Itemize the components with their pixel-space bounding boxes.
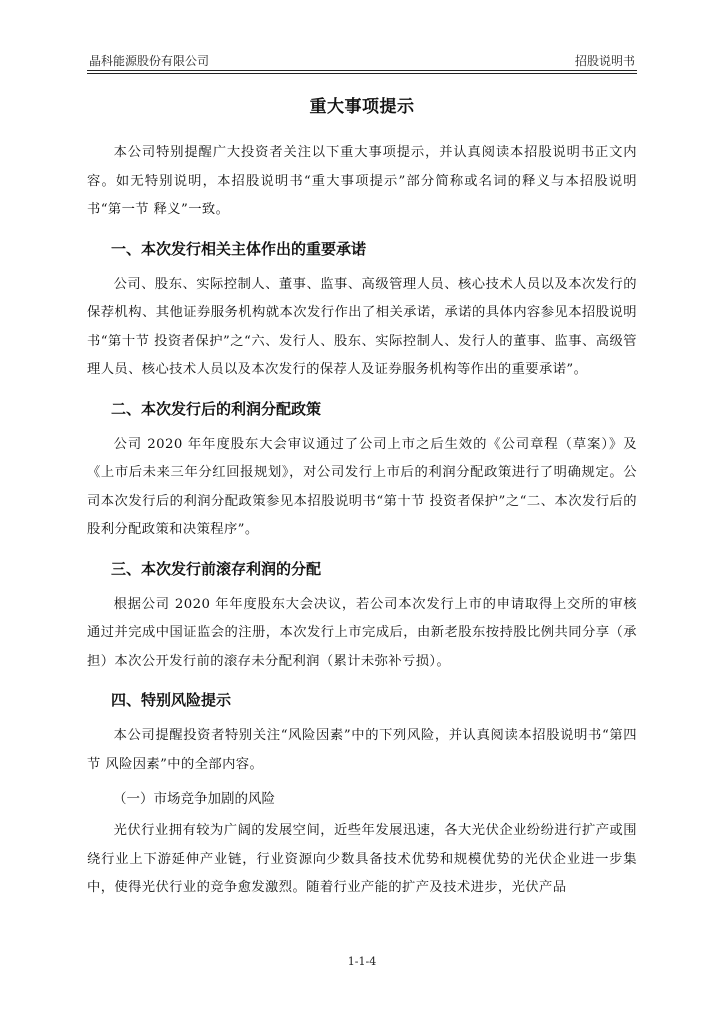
header-company-name: 晶科能源股份有限公司 <box>89 54 210 68</box>
page-header <box>87 50 637 70</box>
header-document-type: 招股说明书 <box>574 54 635 68</box>
section-paragraph-retained-profit: 根据公司 2020 年年度股东大会决议，若公司本次发行上市的申请取得上交所的审核通过并完成中国证监会的注册，本次发行上市完成后，由新老股东按持股比例共同分享（承担）本次公开发行前的滚存未分配利润（累计未弥补亏损）。 <box>87 596 637 669</box>
section-heading-profit-distribution: 二、本次发行后的利润分配政策 <box>111 399 322 418</box>
subsection-paragraph-market-competition: 光伏行业拥有较为广阔的发展空间，近些年发展迅速，各大光伏企业纷纷进行扩产或围绕行业上下游延伸产业链，行业资源向少数具备技术优势和规模优势的光伏企业进一步集中，使得光伏行业的竞争愈发激烈。随着行业产能的扩产及技术进步，光伏产品 <box>87 823 637 895</box>
subsection-heading-market-competition: （一）市场竞争加剧的风险 <box>113 791 275 807</box>
section-heading-retained-profit: 三、本次发行前滚存利润的分配 <box>111 559 322 578</box>
header-rule-thin <box>87 73 637 74</box>
section-paragraph-profit-distribution: 公司 2020 年年度股东大会审议通过了公司上市之后生效的《公司章程（草案）》及《上市后未来三年分红回报规划》，对公司发行上市后的利润分配政策进行了明确规定。公司本次发行后的利润分配政策参见本招股说明书“第十节 投资者保护”之“二、本次发行后的股利分配政策和决策程序”。 <box>87 436 637 537</box>
document-body <box>87 88 637 903</box>
section-paragraph-risk-warning: 本公司提醒投资者特别关注“风险因素”中的下列风险，并认真阅读本招股说明书“第四节 风险因素”中的全部内容。 <box>87 728 637 772</box>
page-title: 重大事项提示 <box>309 97 415 117</box>
section-paragraph-commitments: 公司、股东、实际控制人、董事、监事、高级管理人员、核心技术人员以及本次发行的保荐机构、其他证券服务机构就本次发行作出了相关承诺，承诺的具体内容参见本招股说明书“第十节 投资者保护”之“六、发行人、股东、实际控制人、发行人的董事、监事、高级管理人员、核心技术人员以及本次发行的保荐人及证券服务机构等作出的重要承诺”。 <box>87 276 637 377</box>
page-number: 1-1-4 <box>347 955 377 968</box>
section-heading-risk-warning: 四、特别风险提示 <box>111 691 232 709</box>
intro-paragraph: 本公司特别提醒广大投资者关注以下重大事项提示，并认真阅读本招股说明书正文内容。如无特别说明，本招股说明书“重大事项提示”部分简称或名词的释义与本招股说明书“第一节 释义”一致。 <box>87 145 637 217</box>
section-heading-commitments: 一、本次发行相关主体作出的重要承诺 <box>111 239 367 258</box>
header-rule-thick <box>87 70 637 71</box>
